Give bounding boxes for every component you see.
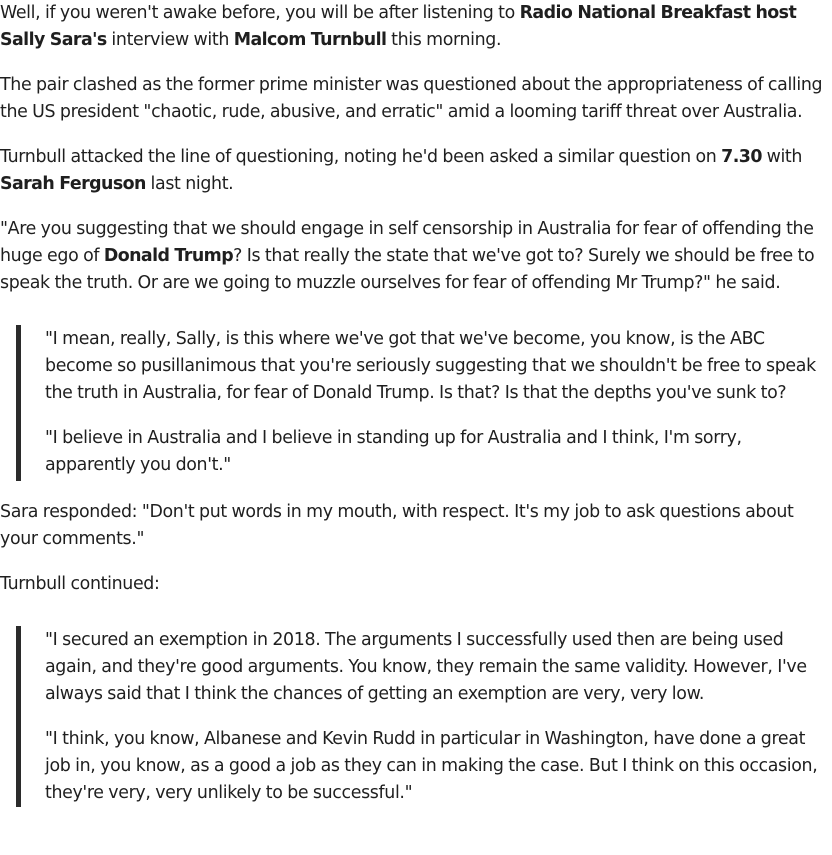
paragraph-clash: The pair clashed as the former prime minister was questioned about the appropriateness of calling the US president "chaotic, rude, abusive, and erratic" amid a looming tariff threat over Australia. [0, 74, 823, 122]
quote-paragraph: "I secured an exemption in 2018. The arguments I successfully used then are being used again, and they're good arguments. You know, they remain the same validity. However, I've always said that I think the chances of getting an exemption are very, very low. [45, 629, 807, 704]
paragraph-text: with [761, 146, 803, 167]
paragraph-text: "Are you suggesting that we should engage in self censorship in Australia for fear of offending the huge ego of [0, 218, 814, 266]
quote-paragraph: "I think, you know, Albanese and Kevin Rudd in particular in Washington, have done a great job in, you know, as a good a job as they can in making the case. But I think on this occasion, they're very, very unlikely to be successful." [45, 728, 818, 803]
bold-text-trump: Donald Trump [103, 245, 234, 266]
bold-text-turnbull: Malcom Turnbull [233, 29, 387, 50]
paragraph-sara-response: Sara responded: "Don't put words in my mouth, with respect. It's my job to ask questions about your comments." [0, 501, 794, 549]
quote-paragraph: "I mean, really, Sally, is this where we've got that we've become, you know, is the ABC become so pusillanimous that you're seriously suggesting that we shouldn't be free to speak the truth in Australia, for fear of Donald Trump. Is that? Is that the depths you've sunk to? [45, 328, 816, 403]
paragraph-attack [0, 144, 832, 198]
bold-text-host: Radio National Breakfast host Sally Sara's [0, 2, 797, 50]
bold-text-ferguson: Sarah Ferguson [0, 173, 146, 194]
quote-paragraph: "I believe in Australia and I believe in standing up for Australia and I think, I'm sorry, apparently you don't." [45, 427, 742, 475]
paragraph-text: last night. [145, 173, 234, 194]
paragraph-text: Turnbull attacked the line of questioning, noting he'd been asked a similar question on [0, 146, 722, 167]
paragraph-intro [0, 0, 832, 54]
paragraph-text: this morning. [386, 29, 502, 50]
blockquote-turnbull-1 [16, 325, 832, 481]
paragraph-text: Well, if you weren't awake before, you will be after listening to [0, 2, 520, 23]
blockquote-turnbull-2 [16, 626, 832, 807]
paragraph-quote-censorship [0, 216, 832, 297]
bold-text-program: 7.30 [721, 146, 762, 167]
paragraph-continued: Turnbull continued: [0, 573, 160, 594]
paragraph-text: interview with [106, 29, 234, 50]
paragraph-text: ? Is that really the state that we've got to? Surely we should be free to speak the truth. Or are we going to muzzle ourselves for fear of offending Mr Trump?" he said. [0, 245, 815, 293]
